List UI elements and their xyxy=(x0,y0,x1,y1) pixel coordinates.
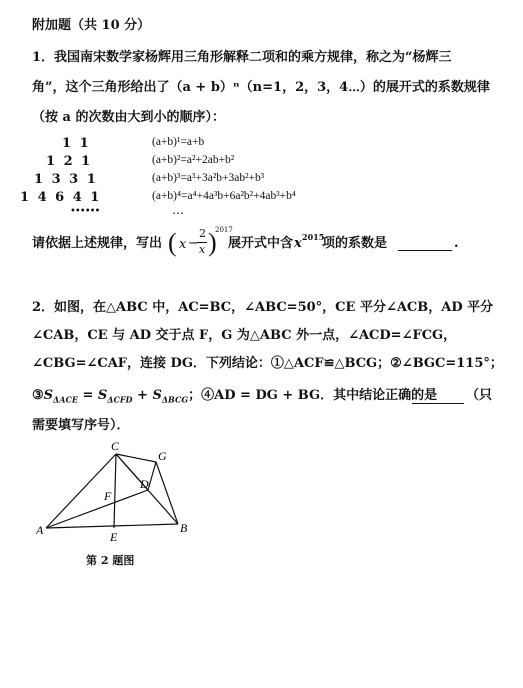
segment-AD xyxy=(46,490,148,528)
q2-line5: 需要填写序号）． xyxy=(32,418,130,433)
triangle-row-3: 1 3 3 1 xyxy=(34,172,96,187)
section-title: 附加题（共 10 分） xyxy=(32,18,151,33)
q1-ask-mid: 展开式中含 xyxy=(228,236,294,251)
area-plus: + xyxy=(132,388,153,403)
fraction-numerator: 2 xyxy=(199,227,206,240)
q2-line3: ∠CBG=∠CAF，连接 DG．下列结论：①△ACF≌△BCG；②∠BGC=115°； xyxy=(32,356,503,371)
q1-line1: 1．我国南宋数学家杨辉用三角形解释二项和的乘方规律，称之为“杨辉三 xyxy=(32,50,452,65)
binomial-expression: ( x − 2 x ) 2017 xyxy=(168,226,233,257)
q1-ask-term: x xyxy=(294,236,302,251)
area-s1: S xyxy=(43,388,54,403)
q1-line2: 角”，这个三角形给出了（a + b）ⁿ（n=1，2，3，4⋯）的展开式的系数规律 xyxy=(32,80,490,95)
triangle-row-2: 1 2 1 xyxy=(46,154,91,169)
area-s3: S xyxy=(152,388,162,403)
q1-ask-suffix: 项的系数是 xyxy=(322,236,388,251)
segment-CE xyxy=(114,454,116,528)
area-s3-sub: ΔBCG xyxy=(161,394,189,405)
area-s2: S xyxy=(97,388,108,403)
label-F: F xyxy=(104,489,112,503)
segment-AB xyxy=(46,524,178,528)
expansion-2: (a+b)²=a²+2ab+b² xyxy=(152,154,235,166)
q1-ask-prefix: 请依据上述规律，写出 xyxy=(32,236,163,251)
area-s2-sub: ΔCFD xyxy=(107,394,133,405)
area-equals: = xyxy=(77,388,98,403)
binomial-power: 2017 xyxy=(215,226,233,234)
triangle-dots: •••••• xyxy=(70,206,100,217)
q1-ask-end: . xyxy=(454,236,459,251)
triangle-row-4: 1 4 6 4 1 xyxy=(20,190,100,205)
triangle-row-1: 1 1 xyxy=(62,136,89,151)
figure-caption: 第 2 题图 xyxy=(86,554,135,567)
expansion-dots: ⋯ xyxy=(172,206,183,220)
label-E: E xyxy=(110,530,118,544)
q2-line4-rest: ；④AD = DG + BG．其中结论正确的是 xyxy=(188,388,438,403)
fraction-denominator: x xyxy=(199,243,206,256)
q2-line2: ∠CAB，CE 与 AD 交于点 F，G 为△ABC 外一点，∠ACD=∠FCG， xyxy=(32,328,457,343)
label-D: D xyxy=(140,477,149,491)
segment-DG xyxy=(148,462,156,490)
q1-ask-term-power: 2015 xyxy=(302,232,325,242)
segment-GB xyxy=(156,462,178,524)
binomial-x: x xyxy=(179,237,187,252)
q2-line4 xyxy=(32,388,437,408)
label-B: B xyxy=(180,521,188,535)
q2-item3-marker: ③ xyxy=(32,388,44,403)
q2-line4-end: （只 xyxy=(466,388,493,403)
label-A: A xyxy=(36,523,44,537)
binomial-minus: − xyxy=(188,236,199,251)
q2-line1: 2．如图，在△ABC 中，AC=BC，∠ABC=50°，CE 平分∠ACB，AD 平分 xyxy=(32,300,494,315)
expansion-1: (a+b)¹=a+b xyxy=(152,136,205,148)
q1-line3: （按 a 的次数由大到小的顺序）： xyxy=(32,110,225,125)
label-C: C xyxy=(111,440,120,453)
area-s1-sub: ΔACE xyxy=(53,394,78,405)
expansion-4: (a+b)⁴=a⁴+4a³b+6a²b²+4ab³+b⁴ xyxy=(152,190,296,202)
label-G: G xyxy=(158,449,167,463)
q1-answer-blank[interactable] xyxy=(398,250,452,251)
geometry-figure xyxy=(36,440,196,550)
expansion-3: (a+b)³=a³+3a²b+3ab²+b³ xyxy=(152,172,265,184)
q2-answer-blank[interactable] xyxy=(412,403,464,404)
